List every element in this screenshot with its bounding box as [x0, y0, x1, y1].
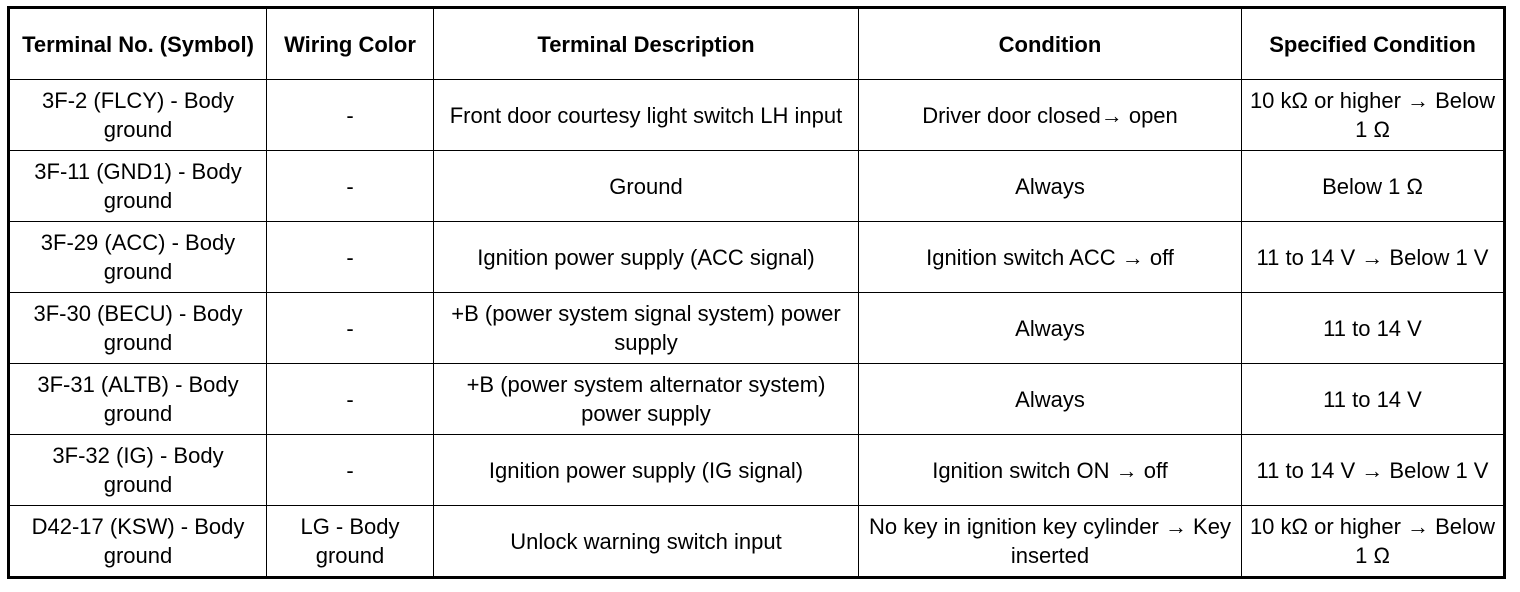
cell-condition: Always	[859, 151, 1242, 222]
cell-description: Ground	[434, 151, 859, 222]
cell-condition: Always	[859, 293, 1242, 364]
cell-description: Ignition power supply (ACC signal)	[434, 222, 859, 293]
table-row	[9, 151, 1505, 222]
cell-condition: No key in ignition key cylinder → Key inserted	[859, 506, 1242, 578]
cell-condition: Driver door closed→ open	[859, 80, 1242, 151]
cell-wiring-color: -	[267, 364, 434, 435]
terminal-inspection-table	[7, 6, 1506, 579]
cell-terminal: 3F-31 (ALTB) - Body ground	[9, 364, 267, 435]
table-row	[9, 293, 1505, 364]
cell-condition: Ignition switch ON → off	[859, 435, 1242, 506]
cell-terminal: 3F-32 (IG) - Body ground	[9, 435, 267, 506]
cell-description: +B (power system alternator system) power supply	[434, 364, 859, 435]
cell-wiring-color: -	[267, 293, 434, 364]
cell-condition: Always	[859, 364, 1242, 435]
cell-wiring-color: -	[267, 435, 434, 506]
cell-specified-condition: 11 to 14 V → Below 1 V	[1242, 222, 1505, 293]
header-wiring-color: Wiring Color	[267, 8, 434, 80]
cell-description: Front door courtesy light switch LH input	[434, 80, 859, 151]
header-terminal-description: Terminal Description	[434, 8, 859, 80]
cell-description: Unlock warning switch input	[434, 506, 859, 578]
header-specified-condition: Specified Condition	[1242, 8, 1505, 80]
header-condition: Condition	[859, 8, 1242, 80]
cell-wiring-color: -	[267, 80, 434, 151]
cell-wiring-color: LG - Body ground	[267, 506, 434, 578]
table-row	[9, 80, 1505, 151]
table-row	[9, 506, 1505, 578]
cell-specified-condition: 10 kΩ or higher → Below 1 Ω	[1242, 80, 1505, 151]
cell-specified-condition: Below 1 Ω	[1242, 151, 1505, 222]
table-row	[9, 435, 1505, 506]
cell-terminal: 3F-11 (GND1) - Body ground	[9, 151, 267, 222]
cell-wiring-color: -	[267, 222, 434, 293]
table-row	[9, 222, 1505, 293]
cell-specified-condition: 11 to 14 V → Below 1 V	[1242, 435, 1505, 506]
cell-description: +B (power system signal system) power supply	[434, 293, 859, 364]
table-header-row	[9, 8, 1505, 80]
cell-condition: Ignition switch ACC → off	[859, 222, 1242, 293]
cell-wiring-color: -	[267, 151, 434, 222]
header-terminal-no: Terminal No. (Symbol)	[9, 8, 267, 80]
cell-terminal: 3F-2 (FLCY) - Body ground	[9, 80, 267, 151]
cell-specified-condition: 11 to 14 V	[1242, 364, 1505, 435]
table-row	[9, 364, 1505, 435]
cell-terminal: 3F-29 (ACC) - Body ground	[9, 222, 267, 293]
terminal-table-container	[7, 6, 1506, 579]
cell-description: Ignition power supply (IG signal)	[434, 435, 859, 506]
cell-specified-condition: 10 kΩ or higher → Below 1 Ω	[1242, 506, 1505, 578]
cell-terminal: 3F-30 (BECU) - Body ground	[9, 293, 267, 364]
cell-terminal: D42-17 (KSW) - Body ground	[9, 506, 267, 578]
cell-specified-condition: 11 to 14 V	[1242, 293, 1505, 364]
